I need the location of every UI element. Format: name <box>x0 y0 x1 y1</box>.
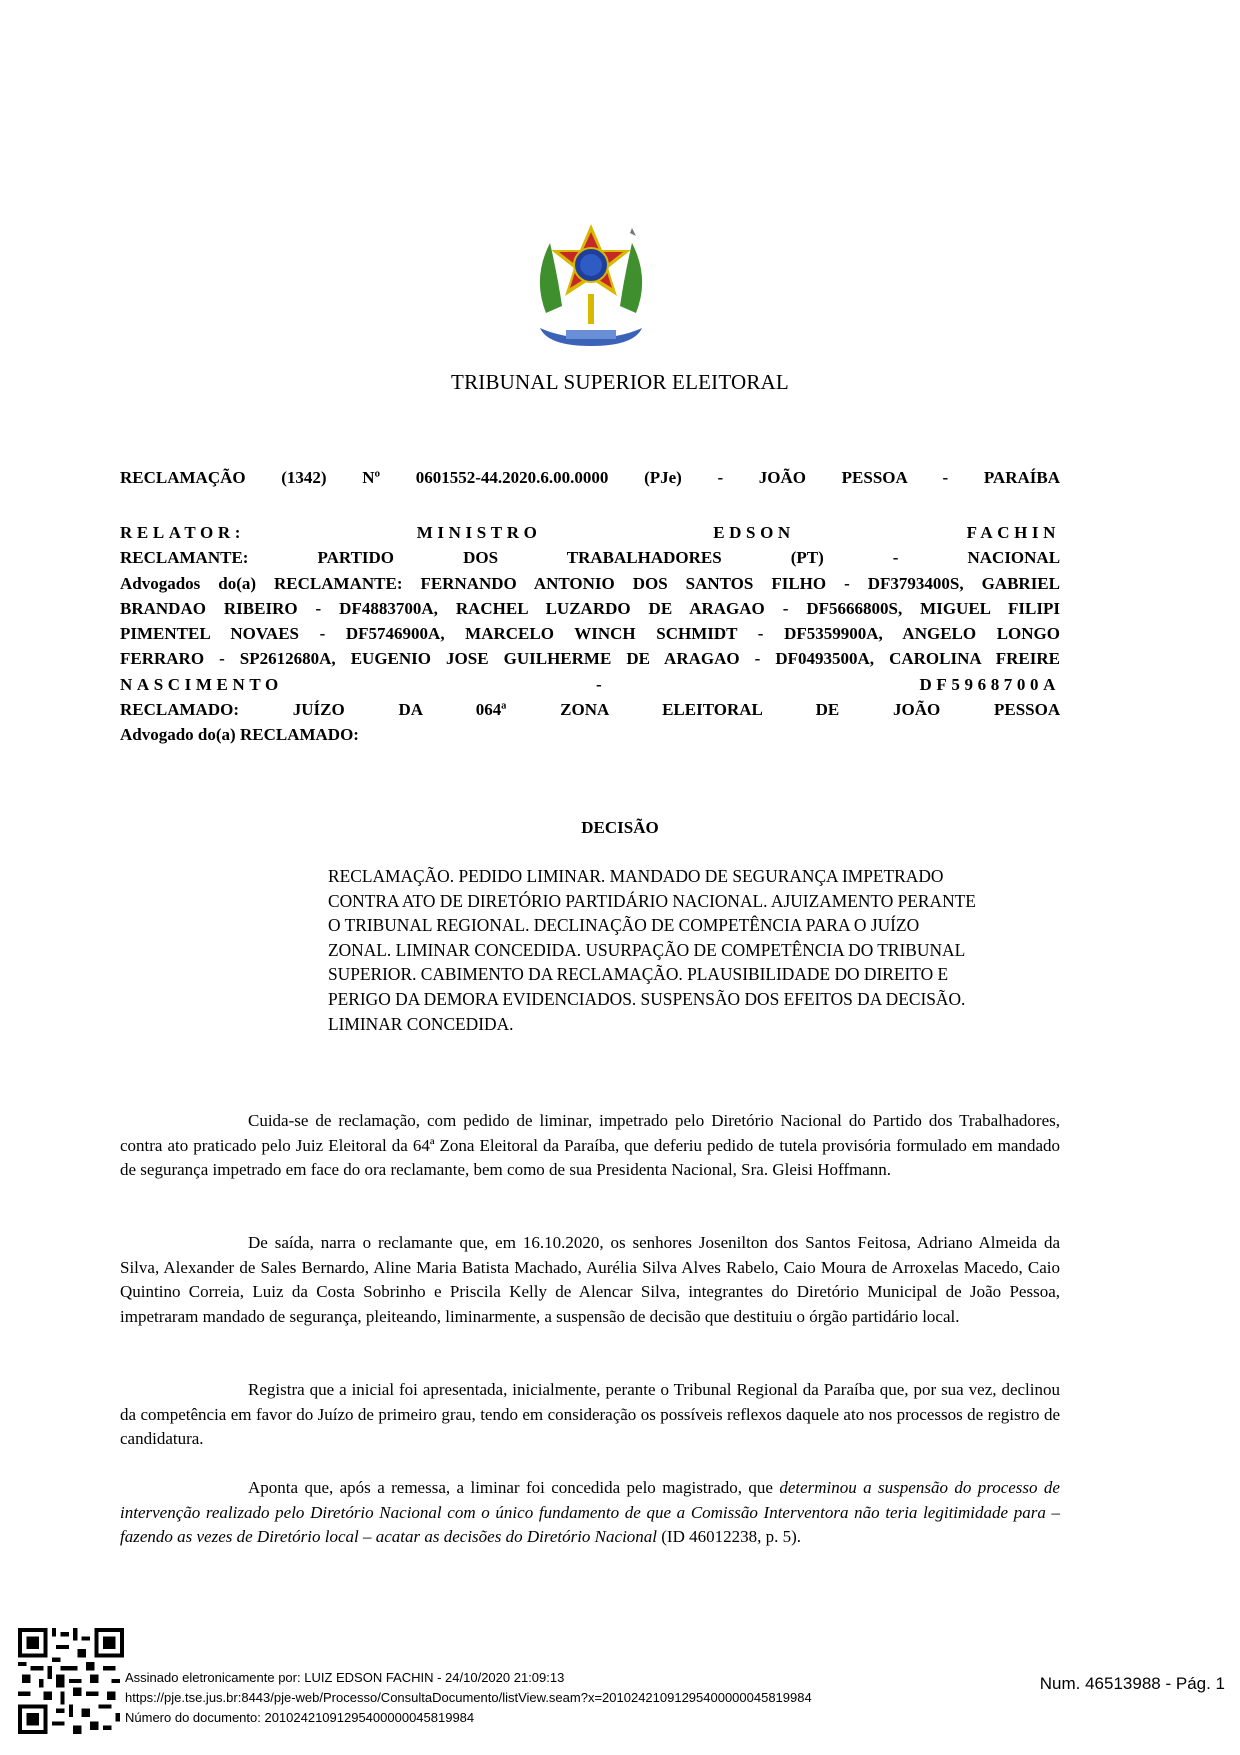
reclamante-line: RECLAMANTE: PARTIDO DOS TRABALHADORES (PT) - NACIONAL <box>120 548 1061 568</box>
ementa-line: SUPERIOR. CABIMENTO DA RECLAMAÇÃO. PLAUSIBILIDADE DO DIREITO E <box>328 964 949 985</box>
paragraph-3: Registra que a inicial foi apresentada, inicialmente, perante o Tribunal Regional da Paraíba que, por sua vez, declinou da competência em favor do Juízo de primeiro grau, tendo em consideração os possíveis reflexos daquele ato nos processos de registro de candidatura. <box>120 1380 1060 1448</box>
qr-code <box>18 1628 124 1734</box>
parties-block <box>120 520 1060 748</box>
ementa-line: RECLAMAÇÃO. PEDIDO LIMINAR. MANDADO DE SEGURANÇA IMPETRADO <box>328 866 944 886</box>
ementa <box>328 864 1056 1036</box>
brasao-coat-of-arms <box>528 218 654 350</box>
ementa-line: ZONAL. LIMINAR CONCEDIDA. USURPAÇÃO DE COMPETÊNCIA DO TRIBUNAL <box>328 939 966 960</box>
advogados-line: BRANDAO RIBEIRO - DF4883700A, RACHEL LUZARDO DE ARAGAO - DF5666800S, MIGUEL FILIPI <box>120 598 1060 618</box>
ementa-line: O TRIBUNAL REGIONAL. DECLINAÇÃO DE COMPETÊNCIA PARA O JUÍZO <box>328 915 920 936</box>
paragraph-4: Aponta que, após a remessa, a liminar foi concedida pelo magistrado, que determinou a suspensão do processo de intervenção realizado pelo Diretório Nacional com o único fundamento de que a Comissão Interventora não teria legitimidade para – fazendo as vezes de Diretório local – acatar as decisões do Diretório Nacional (ID 46012238, p. 5). <box>120 1478 1060 1546</box>
advogado-reclamado-line: Advogado do(a) RECLAMADO: <box>120 725 359 745</box>
paragraph-1: Cuida-se de reclamação, com pedido de liminar, impetrado pelo Diretório Nacional do Partido dos Trabalhadores, contra ato praticado pelo Juiz Eleitoral da 64ª Zona Eleitoral da Paraíba, que deferiu pedido de tutela provisória formulado em mandado de segurança impetrado em face do ora reclamante, bem como de sua Presidenta Nacional, Sra. Gleisi Hoffmann. <box>120 1111 1060 1179</box>
signed-by: Assinado eletronicamente por: LUIZ EDSON FACHIN - 24/10/2020 21:09:13 <box>125 1670 565 1685</box>
decision-title: DECISÃO <box>581 818 659 837</box>
advogados-line: PIMENTEL NOVAES - DF5746900A, MARCELO WINCH SCHMIDT - DF5359900A, ANGELO LONGO <box>120 624 1060 644</box>
ementa-line: LIMINAR CONCEDIDA. <box>328 1013 514 1034</box>
reclamado-line: RECLAMADO: JUÍZO DA 064ª ZONA ELEITORAL DE JOÃO PESSOA <box>120 700 1061 720</box>
signature-footer <box>125 1668 812 1728</box>
advogados-last-line: NASCIMENTO - DF5968700A <box>120 674 1060 694</box>
document-number: Número do documento: 20102421091295400000045819984 <box>125 1710 475 1725</box>
document-url[interactable]: https://pje.tse.jus.br:8443/pje-web/Processo/ConsultaDocumento/listView.seam?x=20102421091295400000045819984 <box>125 1690 812 1705</box>
ementa-line: PERIGO DA DEMORA EVIDENCIADOS. SUSPENSÃO DOS EFEITOS DA DECISÃO. <box>328 988 966 1009</box>
institution-title: TRIBUNAL SUPERIOR ELEITORAL <box>451 370 789 394</box>
paragraph-2: De saída, narra o reclamante que, em 16.10.2020, os senhores Josenilton dos Santos Feitosa, Adriano Almeida da Silva, Alexander de Sales Bernardo, Aline Maria Batista Machado, Aurélia Silva Alves Rabelo, Caio Moura de Arroxelas Macedo, Caio Quintino Correia, Luiz da Costa Sobrinho e Priscila Kelly de Alencar Silva, integrantes do Diretório Municipal de João Pessoa, impetraram mandado de segurança, pleiteando, liminarmente, a suspensão de decisão que destituiu o órgão partidário local. <box>120 1233 1060 1326</box>
relator-line: RELATOR: MINISTRO EDSON FACHIN <box>120 523 1060 542</box>
page-number: Num. 46513988 - Pág. 1 <box>1039 1674 1225 1693</box>
advogados-line: Advogados do(a) RECLAMANTE: FERNANDO ANTONIO DOS SANTOS FILHO - DF3793400S, GABRIEL <box>120 573 1060 593</box>
ementa-line: CONTRA ATO DE DIRETÓRIO PARTIDÁRIO NACIONAL. AJUIZAMENTO PERANTE <box>328 890 976 911</box>
advogados-line: FERRARO - SP2612680A, EUGENIO JOSE GUILHERME DE ARAGAO - DF0493500A, CAROLINA FREIRE <box>120 649 1060 669</box>
process-line: RECLAMAÇÃO (1342) Nº 0601552-44.2020.6.00.0000 (PJe) - JOÃO PESSOA - PARAÍBA <box>120 468 1060 487</box>
